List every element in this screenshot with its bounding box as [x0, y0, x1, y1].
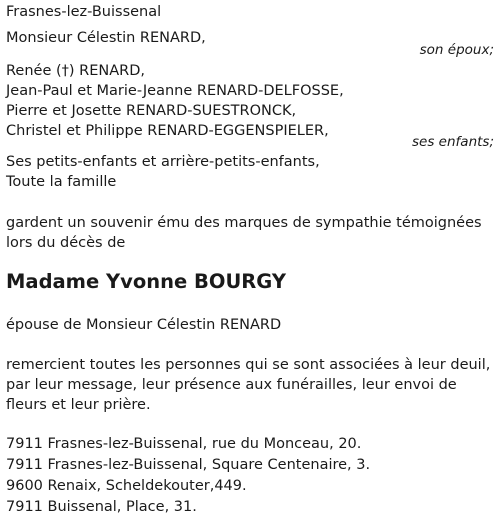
spouse-name: Monsieur Célestin RENARD,: [6, 30, 206, 46]
child-line: Christel et Philippe RENARD-EGGENSPIELER,: [6, 123, 329, 139]
address-line: 7911 Frasnes-lez-Buissenal, rue du Monceau, 20.: [6, 436, 362, 452]
child-line: Jean-Paul et Marie-Jeanne RENARD-DELFOSSE,: [6, 83, 344, 99]
thanks-paragraph: remercient toutes les personnes qui se sont associées à leur deuil, par leur message, leur présence aux funérailles, leur envoi de fleurs et leur prière.: [6, 357, 491, 413]
child-line: Renée (†) RENARD,: [6, 63, 146, 79]
address-line: 7911 Buissenal, Place, 31.: [6, 499, 197, 515]
deceased-name: Madame Yvonne BOURGY: [6, 270, 287, 293]
children-role: ses enfants;: [412, 134, 494, 150]
town-name: Frasnes-lez-Buissenal: [6, 4, 162, 20]
grandchildren-line: Ses petits-enfants et arrière-petits-enfants,: [6, 154, 320, 170]
deceased-spouse-line: épouse de Monsieur Célestin RENARD: [6, 317, 282, 333]
memory-paragraph: gardent un souvenir ému des marques de sympathie témoignées lors du décès de: [6, 215, 482, 251]
spouse-role: son époux;: [419, 42, 494, 58]
address-line: 9600 Renaix, Scheldekouter,449.: [6, 478, 247, 494]
child-line: Pierre et Josette RENARD-SUESTRONCK,: [6, 103, 297, 119]
address-line: 7911 Frasnes-lez-Buissenal, Square Centenaire, 3.: [6, 457, 371, 473]
family-line: Toute la famille: [6, 174, 117, 190]
